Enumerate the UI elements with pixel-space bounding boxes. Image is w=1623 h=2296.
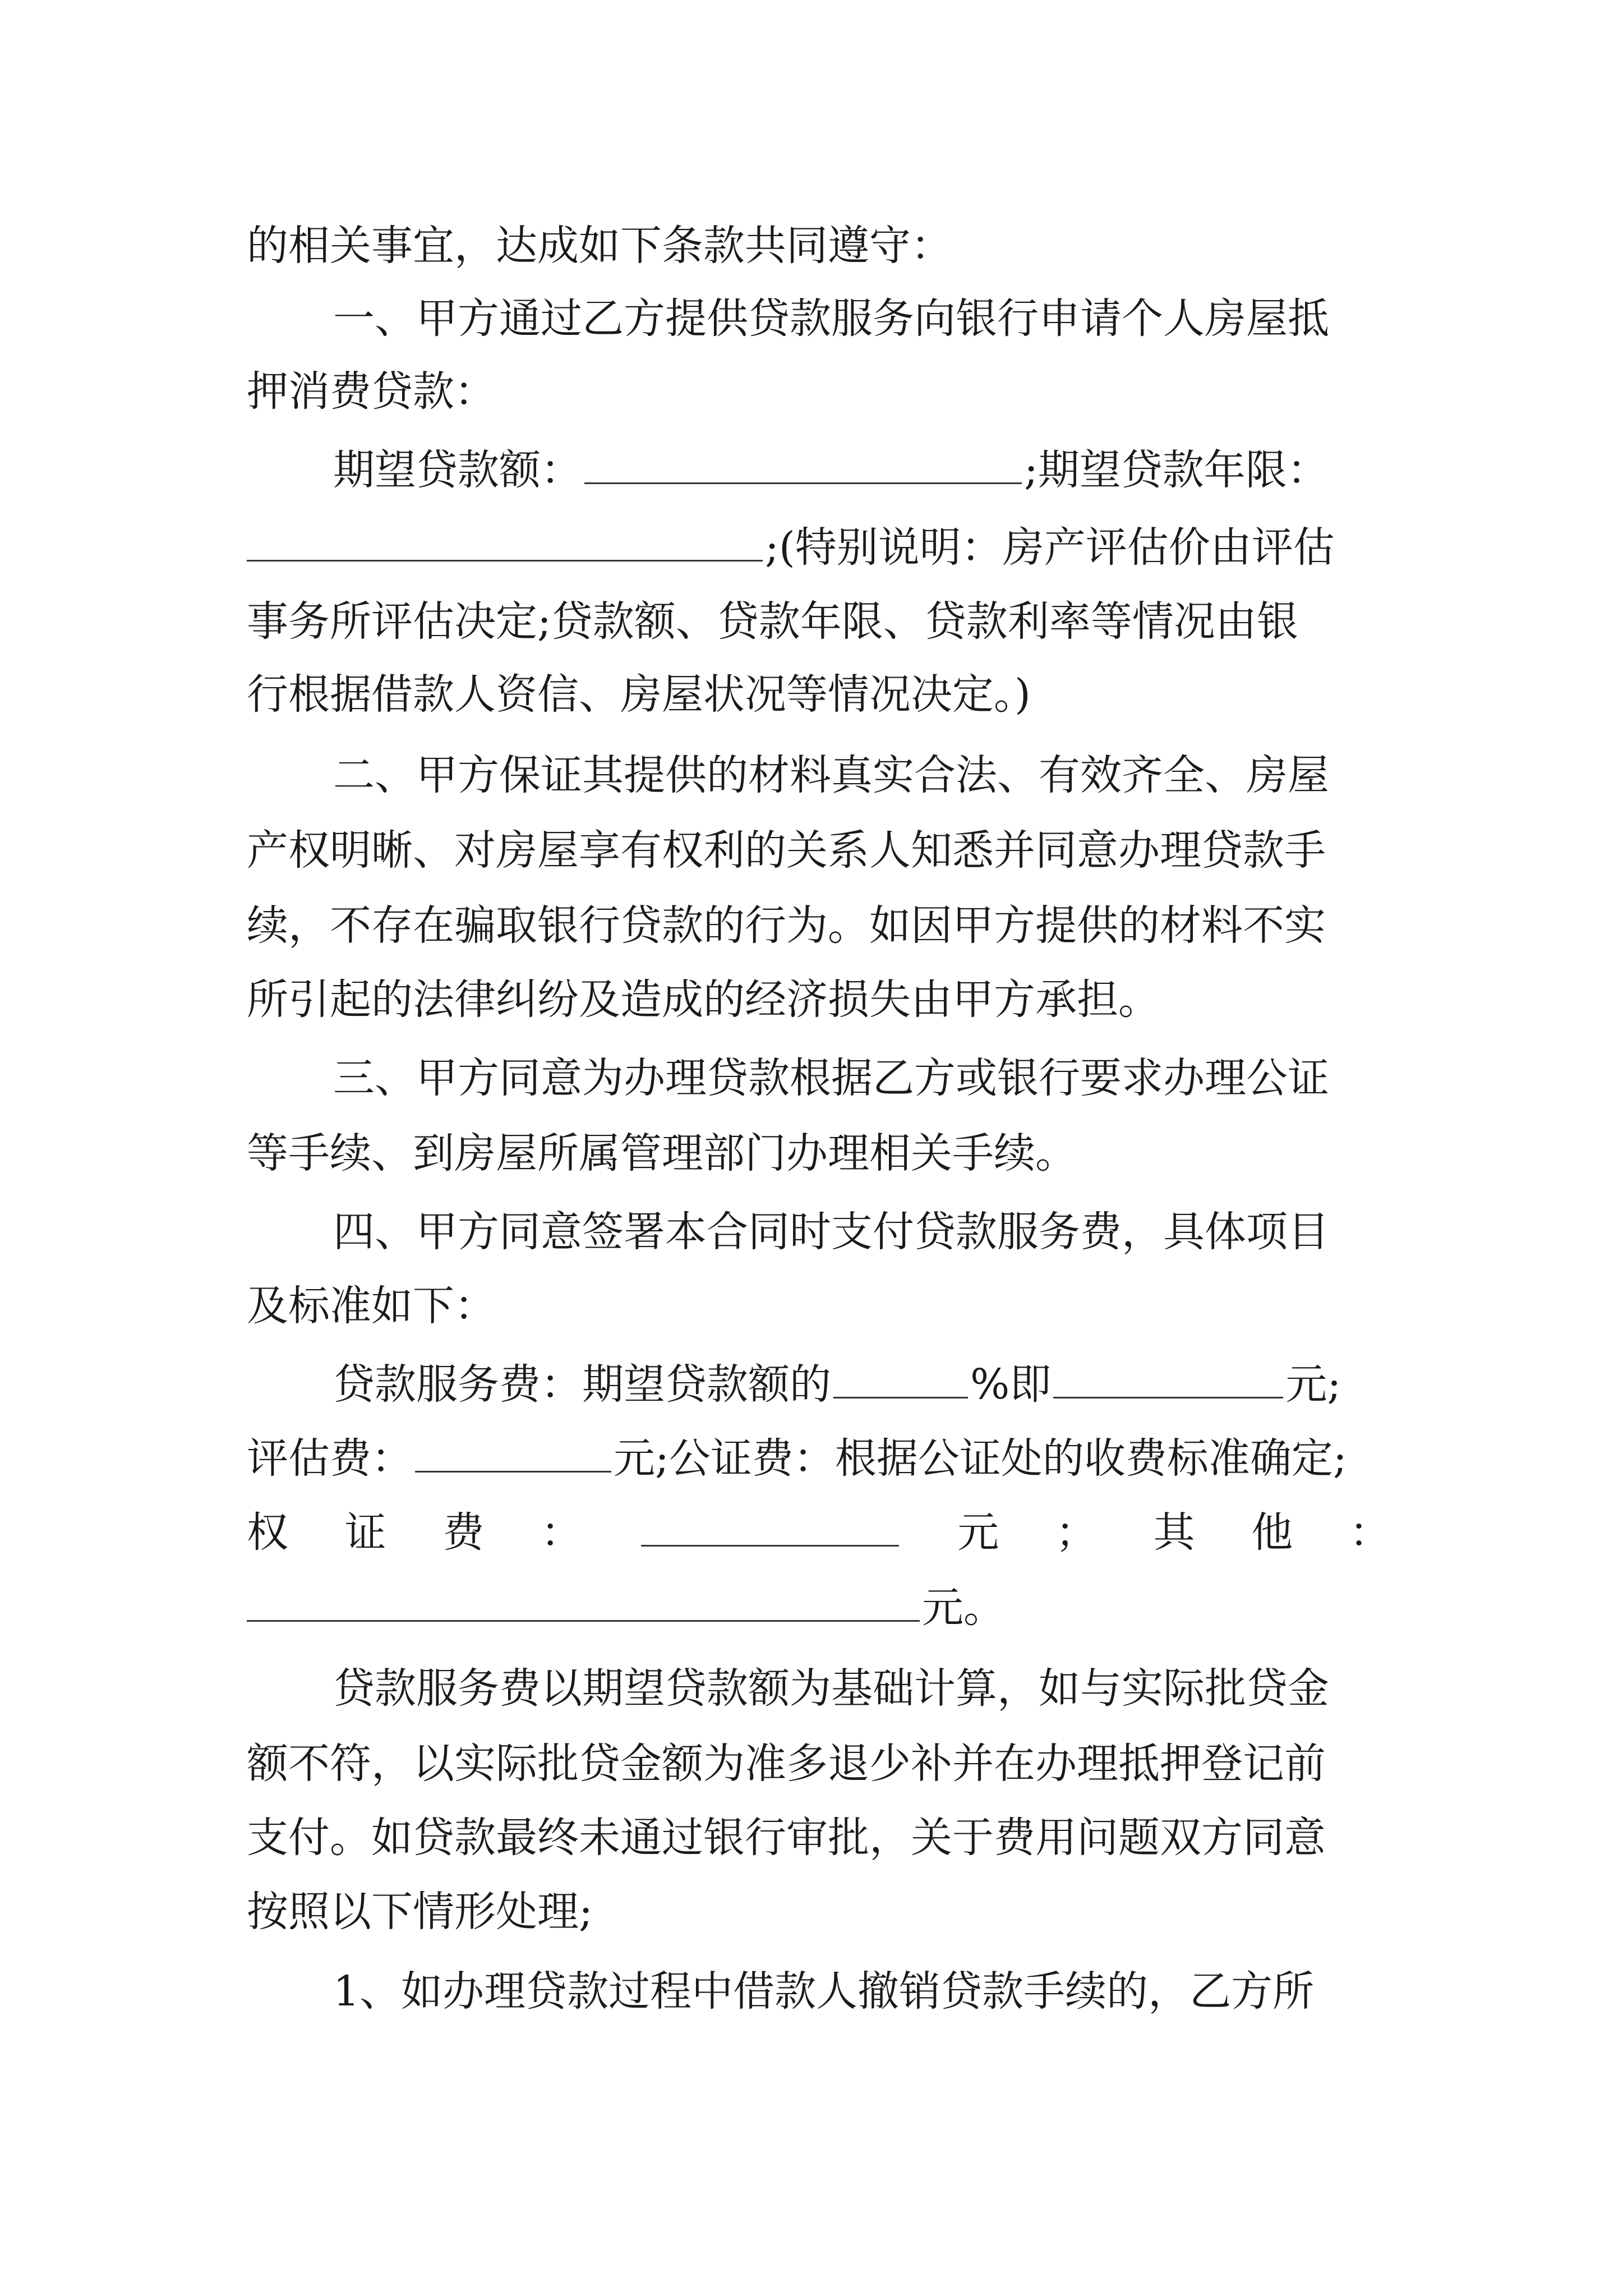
yuan-end-label: 元。 bbox=[922, 1584, 1005, 1632]
percent-label: %即 bbox=[970, 1360, 1052, 1409]
text-line: 支付。如贷款最终未通过银行审批，关于费用问题双方同意 bbox=[247, 1814, 1326, 1862]
yuan-label: 元; bbox=[1285, 1360, 1341, 1409]
char: ： bbox=[540, 1508, 582, 1557]
clause-2-line: 二、甲方保证其提供的材料真实合法、有效齐全、房屋 bbox=[333, 751, 1329, 799]
loan-term-line bbox=[247, 514, 1391, 581]
char: 其 bbox=[1153, 1508, 1195, 1557]
text-line: 按照以下情形处理; bbox=[247, 1888, 593, 1936]
loan-amount-label: 期望贷款额： bbox=[333, 446, 582, 494]
notary-fee-text: 元;公证费：根据公证处的收费标准确定; bbox=[614, 1434, 1347, 1483]
appraisal-fee-label: 评估费： bbox=[247, 1434, 413, 1483]
loan-term-blank bbox=[247, 521, 763, 562]
fee-note-line: 贷款服务费以期望贷款额为基础计算，如与实际批贷金 bbox=[333, 1664, 1329, 1713]
text-line: 额不符，以实际批贷金额为准多退少补并在办理抵押登记前 bbox=[247, 1740, 1326, 1788]
char: ； bbox=[1055, 1508, 1097, 1557]
other-fee-line bbox=[247, 1574, 1391, 1641]
text-line: 押消费贷款： bbox=[247, 367, 496, 416]
appraisal-fee-blank bbox=[415, 1432, 611, 1473]
service-fee-amount-blank bbox=[1053, 1358, 1283, 1398]
text-line: 事务所评估决定;贷款额、贷款年限、贷款利率等情况由银 bbox=[247, 597, 1298, 646]
service-fee-line bbox=[247, 1351, 1391, 1418]
loan-amount-blank bbox=[584, 443, 1022, 484]
char: 证 bbox=[344, 1508, 386, 1557]
loan-amount-line bbox=[247, 436, 1391, 504]
char: 元 bbox=[957, 1508, 999, 1557]
text-line: 等手续、到房屋所属管理部门办理相关手续。 bbox=[247, 1129, 1077, 1177]
clause-4-line: 四、甲方同意签署本合同时支付贷款服务费，具体项目 bbox=[333, 1208, 1329, 1256]
char: ： bbox=[1349, 1508, 1391, 1557]
case-1-line: 1、如办理贷款过程中借款人撤销贷款手续的，乙方所 bbox=[333, 1967, 1315, 2016]
title-fee-line bbox=[247, 1499, 1391, 1566]
text-line: 的相关事宜，达成如下条款共同遵守： bbox=[247, 222, 952, 270]
appraisal-fee-line bbox=[247, 1425, 1391, 1492]
text-line: 所引起的法律纠纷及造成的经济损失由甲方承担。 bbox=[247, 976, 1160, 1024]
clause-3-line: 三、甲方同意为办理贷款根据乙方或银行要求办理公证 bbox=[333, 1054, 1329, 1102]
service-fee-percent-blank bbox=[833, 1358, 968, 1398]
title-fee-blank bbox=[641, 1506, 899, 1547]
loan-term-label: ;期望贷款年限： bbox=[1024, 446, 1329, 494]
clause-1-line: 一、甲方通过乙方提供贷款服务向银行申请个人房屋抵 bbox=[333, 295, 1329, 343]
text-line: 行根据借款人资信、房屋状况等情况决定。) bbox=[247, 670, 1031, 719]
char: 他 bbox=[1251, 1508, 1293, 1557]
special-note-text: ;(特别说明：房产评估价由评估 bbox=[765, 523, 1335, 572]
text-line: 及标准如下： bbox=[247, 1282, 496, 1330]
char: 费 bbox=[442, 1508, 485, 1557]
char: 权 bbox=[247, 1508, 288, 1557]
text-line: 产权明晰、对房屋享有权利的关系人知悉并同意办理贷款手 bbox=[247, 826, 1326, 875]
service-fee-label: 贷款服务费：期望贷款额的 bbox=[333, 1360, 831, 1409]
text-line: 续，不存在骗取银行贷款的行为。如因甲方提供的材料不实 bbox=[247, 901, 1326, 950]
other-fee-blank bbox=[247, 1581, 920, 1622]
